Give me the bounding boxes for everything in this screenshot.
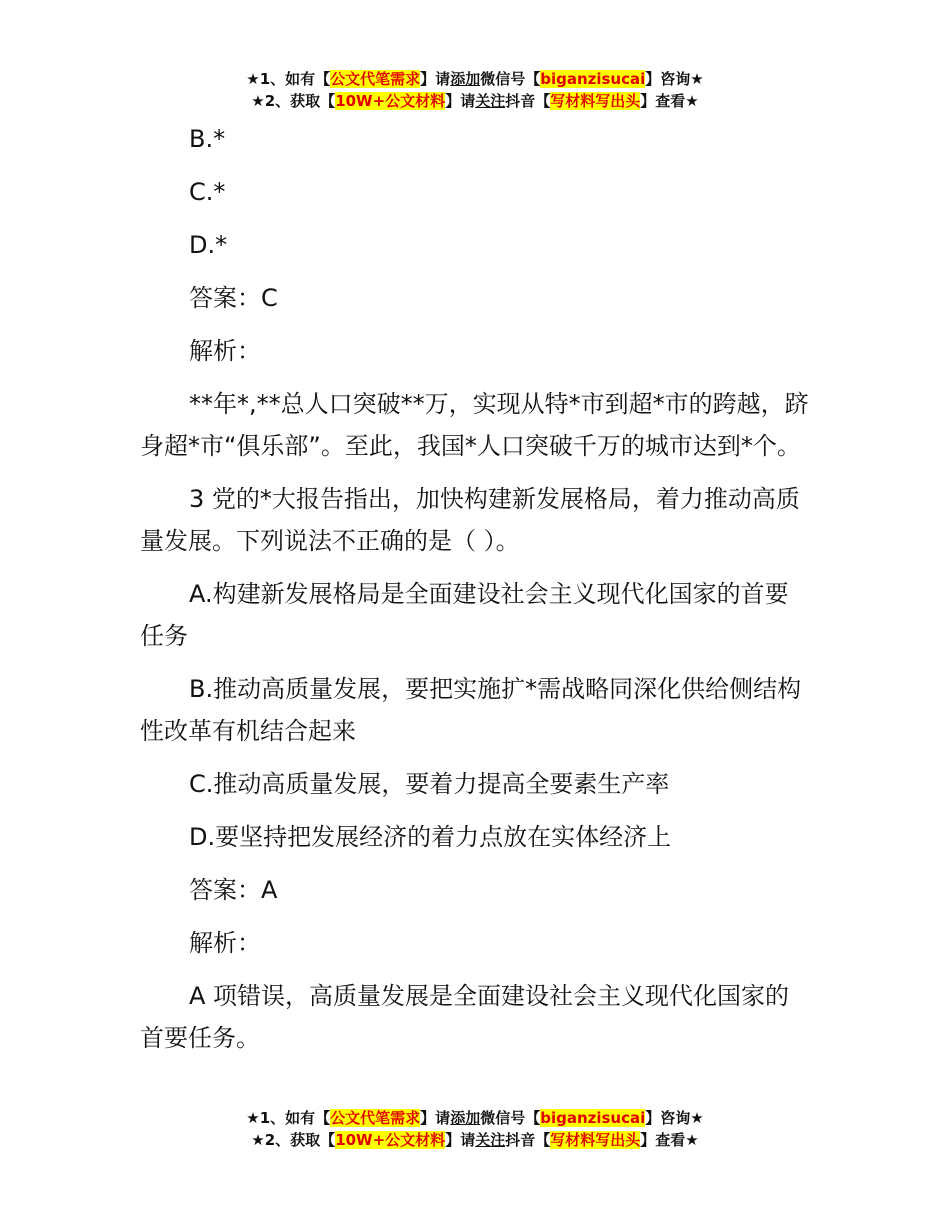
question-3: 3 党的*大报告指出，加快构建新发展格局，着力推动高质量发展。下列说法不正确的是（ ）。 (140, 485, 800, 555)
document-body (140, 118, 812, 1059)
option-c: C.* (189, 178, 226, 206)
analysis-label: 解析： (189, 929, 261, 957)
analysis-text: A 项错误，高质量发展是全面建设社会主义现代化国家的首要任务。 (140, 982, 790, 1052)
analysis-label: 解析： (189, 337, 261, 365)
highlight-text: 10W+公文材料 (335, 1131, 446, 1149)
highlight-text: 写材料写出头 (550, 92, 641, 110)
option-d: D.要坚持把发展经济的着力点放在实体经济上 (189, 823, 672, 851)
header-banner (0, 68, 950, 112)
answer: 答案：C (189, 284, 278, 312)
footer-banner (0, 1107, 950, 1151)
banner-line-1: ★1、如有【公文代笔需求】请添加微信号【biganzisucai】咨询★ (246, 1109, 704, 1127)
banner-line-1: ★1、如有【公文代笔需求】请添加微信号【biganzisucai】咨询★ (246, 70, 704, 88)
highlight-text: biganzisucai (540, 70, 646, 88)
option-c: C.推动高质量发展，要着力提高全要素生产率 (189, 770, 670, 798)
banner-line-2: ★2、获取【10W+公文材料】请关注抖音【写材料写出头】查看★ (251, 92, 699, 110)
option-b: B.推动高质量发展，要把实施扩*需战略同深化供给侧结构性改革有机结合起来 (140, 675, 802, 745)
option-b: B.* (189, 125, 226, 153)
answer: 答案：A (189, 876, 278, 904)
highlight-text: 10W+公文材料 (335, 92, 446, 110)
highlight-text: 写材料写出头 (550, 1131, 641, 1149)
highlight-text: 公文代笔需求 (330, 70, 421, 88)
highlight-text: 公文代笔需求 (330, 1109, 421, 1127)
highlight-text: biganzisucai (540, 1109, 646, 1127)
option-a: A.构建新发展格局是全面建设社会主义现代化国家的首要任务 (140, 580, 789, 650)
banner-line-2: ★2、获取【10W+公文材料】请关注抖音【写材料写出头】查看★ (251, 1131, 699, 1149)
analysis-text: **年*,**总人口突破**万，实现从特*市到超*市的跨越，跻身超*市“俱乐部”。至此，我国*人口突破千万的城市达到*个。 (140, 390, 809, 460)
option-d: D.* (189, 231, 228, 259)
